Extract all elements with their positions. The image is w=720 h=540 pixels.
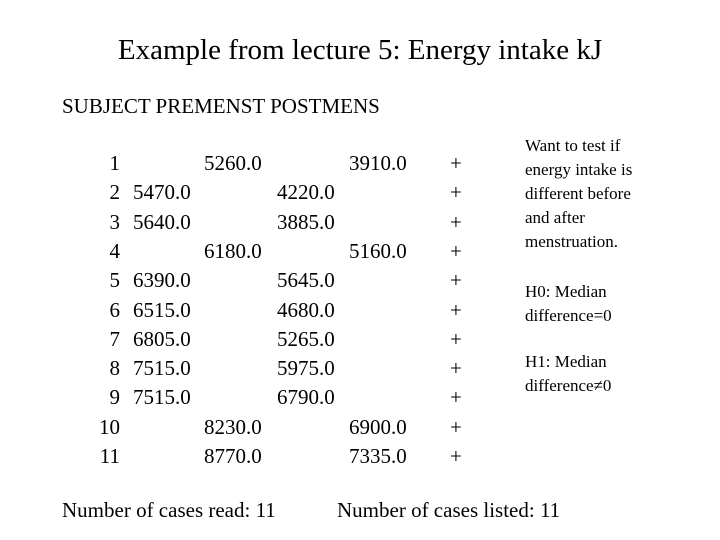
premenst-value: 6515.0 (133, 298, 191, 322)
subject-number: 5 (109, 268, 120, 292)
sign-value: + (450, 239, 462, 263)
premenst-value: 6805.0 (133, 327, 191, 351)
subject-number: 6 (109, 298, 120, 322)
postmens-value: 3910.0 (349, 151, 407, 175)
subject-number: 3 (109, 210, 120, 234)
sign-value: + (450, 151, 462, 175)
sign-value: + (450, 210, 462, 234)
subject-number: 2 (109, 180, 120, 204)
subject-number: 10 (99, 415, 120, 439)
postmens-value: 7335.0 (349, 444, 407, 468)
sign-value: + (450, 385, 462, 409)
slide-title: Example from lecture 5: Energy intake kJ (117, 34, 603, 66)
null-hypothesis-note: H0: Median difference=0 (525, 282, 612, 325)
sign-value: + (450, 298, 462, 322)
premenst-value: 5470.0 (133, 180, 191, 204)
premenst-value: 5260.0 (204, 151, 262, 175)
postmens-value: 5645.0 (277, 268, 335, 292)
table-header: SUBJECT PREMENST POSTMENS (62, 94, 380, 118)
sign-value: + (450, 268, 462, 292)
premenst-value: 7515.0 (133, 385, 191, 409)
premenst-value: 6180.0 (204, 239, 262, 263)
postmens-value: 4680.0 (277, 298, 335, 322)
postmens-value: 5160.0 (349, 239, 407, 263)
premenst-value: 8770.0 (204, 444, 262, 468)
alt-hypothesis-note: H1: Median difference≠0 (525, 352, 612, 395)
subject-number: 8 (109, 356, 120, 380)
postmens-value: 5975.0 (277, 356, 335, 380)
postmens-value: 4220.0 (277, 180, 335, 204)
subject-number: 1 (109, 151, 120, 175)
postmens-value: 3885.0 (277, 210, 335, 234)
sign-value: + (450, 444, 462, 468)
sign-value: + (450, 180, 462, 204)
test-purpose-note: Want to test if energy intake is different before and after menstruation. (525, 136, 633, 251)
cases-read-text: Number of cases read: 11 (62, 498, 276, 522)
subject-number: 9 (109, 385, 120, 409)
sign-value: + (450, 415, 462, 439)
subject-number: 11 (99, 444, 120, 468)
sign-value: + (450, 327, 462, 351)
sign-value: + (450, 356, 462, 380)
premenst-value: 5640.0 (133, 210, 191, 234)
premenst-value: 8230.0 (204, 415, 262, 439)
subject-number: 4 (109, 239, 120, 263)
postmens-value: 5265.0 (277, 327, 335, 351)
premenst-value: 6390.0 (133, 268, 191, 292)
subject-number: 7 (109, 327, 120, 351)
postmens-value: 6790.0 (277, 385, 335, 409)
premenst-value: 7515.0 (133, 356, 191, 380)
cases-listed-text: Number of cases listed: 11 (337, 498, 561, 522)
postmens-value: 6900.0 (349, 415, 407, 439)
